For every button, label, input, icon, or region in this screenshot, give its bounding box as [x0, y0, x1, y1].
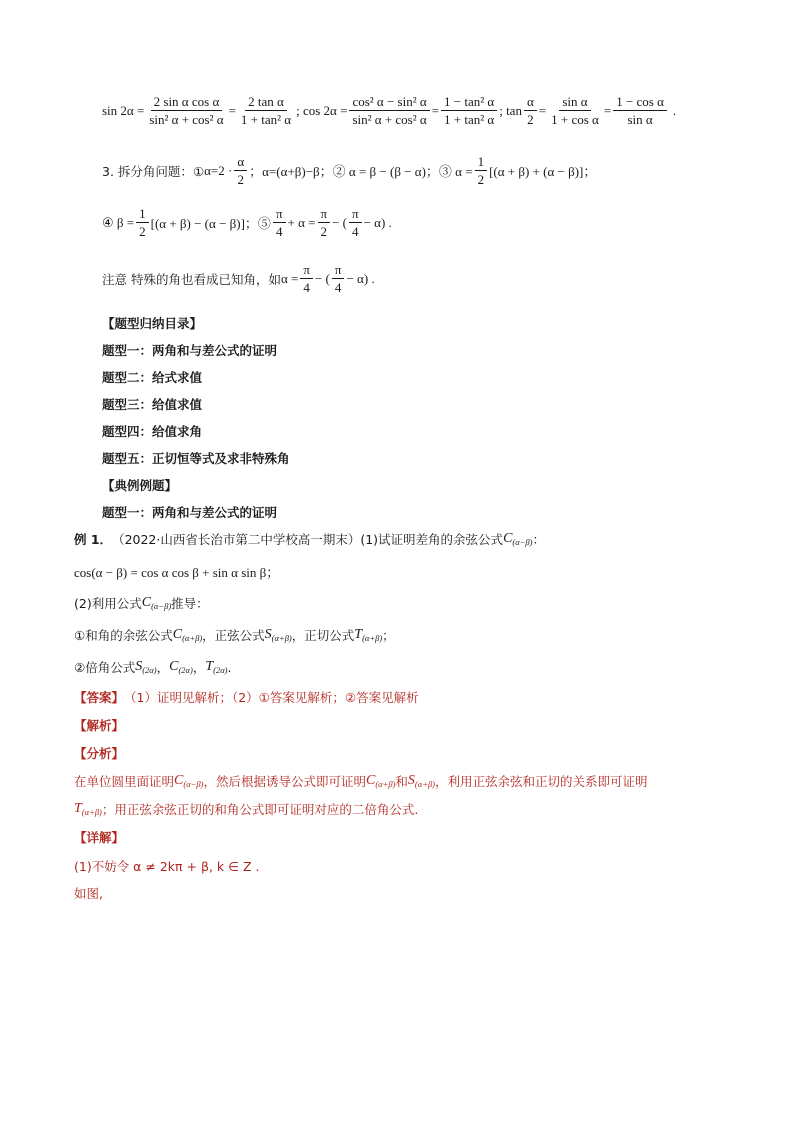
catalog-item: 题型四：给值求角 — [102, 424, 203, 439]
fraction: $\frac{\text{1 − tan² α}}{\text{1 + tan² α}}$ — [441, 94, 497, 127]
catalog-item: 题型五：正切恒等式及求非特殊角 — [102, 451, 290, 466]
fraction: $\frac{\text{2 sin α cos α}}{\text{sin² α + cos² α}}$ — [149, 94, 224, 127]
split-angle-line1: 3. 拆分角问题：① α=2 · $\frac{\alpha}{2}$ ；α=(α+β)−β；② α = β − (β − α)；③ α = $\frac{1}{2}$ [(α + β) + (α − β)]； — [102, 154, 597, 187]
fraction: $\frac{\text{sin α}}{\text{1 + cos α}}$ — [551, 94, 599, 127]
special-angle-note: 注意 特殊的角也看成已知角，如 α = $\frac{\pi}{4}$ − ( $\frac{\pi}{4}$ − α) . — [102, 262, 375, 295]
fraction: $\frac{\text{2 tan α}}{\text{1 + tan² α}}$ — [240, 94, 292, 127]
example1-formula: cos(α − β) = cos α cos β + sin α sin β； — [74, 565, 280, 580]
analysis-sub-label: 【分析】 — [74, 746, 125, 761]
fraction: $\frac{\alpha}{2}$ — [524, 94, 537, 127]
fraction: $\frac{\pi}{2}$ — [318, 206, 331, 239]
example1-part2: (2)利用公式 $C_{(\alpha-\beta)}$ 推导： — [74, 595, 209, 611]
catalog-item: 题型三：给值求值 — [102, 397, 203, 412]
fraction: $\frac{1}{2}$ — [136, 206, 149, 239]
section-heading: 题型一：两角和与差公式的证明 — [102, 505, 278, 520]
split-angle-line2: ④ β = $\frac{1}{2}$ [(α + β) − (α − β)]；⑤ $\frac{\pi}{4}$ + α = $\frac{\pi}{2}$ − ( $\frac{\pi}{4}$ − α) . — [102, 206, 392, 239]
analysis-line2: $T_{(\alpha+\beta)}$ ；用正弦余弦正切的和角公式即可证明对应的二倍角公式. — [74, 801, 419, 817]
fraction: $\frac{\alpha}{2}$ — [234, 154, 247, 187]
catalog-heading: 【题型归纳目录】 — [102, 316, 203, 331]
split-angle-label: 3. 拆分角问题：① — [102, 163, 205, 179]
example1-item2: ②倍角公式 $S_{(2\alpha)}$ ， $C_{(2\alpha)}$ ， $T_{(2\alpha)}$ . — [74, 659, 232, 675]
double-angle-formulas: sin 2α = $\frac{\text{2 sin α cos α}}{\text{sin² α + cos² α}}$ = $\frac{\text{2 tan α}}{\text{1 + tan² α}}$ ; cos 2α = $\frac{\text{cos² α − sin² α}}{\text{sin² α + cos² α}}$ = $\frac{\text{1 − tan² α}}{\text{1 + tan² α}}$ ; tan $\frac{\alpha}{2}$ = $\frac{\text{sin α}}{\text{1 + cos α}}$ = $\frac{\text{1 − cos α}}{\text{sin α}}$ . — [102, 94, 677, 127]
fraction: $\frac{\pi}{4}$ — [300, 262, 313, 295]
detail-line1: (1)不妨令 α ≠ 2kπ + β, k ∈ Z . — [74, 859, 260, 874]
answer-line: 【答案】 （1）证明见解析；（2）①答案见解析；②答案见解析 — [74, 690, 419, 705]
catalog-item: 题型一：两角和与差公式的证明 — [102, 343, 278, 358]
analysis-line1: 在单位圆里面证明 $C_{(\alpha-\beta)}$ ，然后根据诱导公式即可证明 $C_{(\alpha+\beta)}$ 和 $S_{(\alpha+\beta)}$ ，利用正弦余弦和正切的关系即可证明 — [74, 773, 648, 789]
example1-item1: ①和角的余弦公式 $C_{(\alpha+\beta)}$ ，正弦公式 $S_{(\alpha+\beta)}$ ，正切公式 $T_{(\alpha+\beta)}$ ； — [74, 627, 395, 643]
example1-header: 例 1． （2022·山西省长治市第二中学校高一期末）(1)试证明差角的余弦公式 $C_{(\alpha-\beta)}$ ： — [74, 531, 546, 547]
fraction: $\frac{\text{1 − cos α}}{\text{sin α}}$ — [613, 94, 667, 127]
fraction: $\frac{\text{cos² α − sin² α}}{\text{sin² α + cos² α}}$ — [349, 94, 429, 127]
detail-line2: 如图, — [74, 886, 103, 901]
example-label: 例 1． — [74, 532, 113, 547]
answer-label: 【答案】 — [74, 690, 125, 705]
fraction: $\frac{1}{2}$ — [475, 154, 488, 187]
detail-label: 【详解】 — [74, 830, 125, 845]
analysis-label: 【解析】 — [74, 718, 125, 733]
fraction: $\frac{\pi}{4}$ — [332, 262, 345, 295]
examples-heading: 【典例例题】 — [102, 478, 178, 493]
sin2a-lhs: sin 2α = — [102, 102, 145, 118]
cos2a-lhs: ; cos 2α = — [296, 102, 348, 118]
tan-lhs: ; tan — [499, 102, 522, 118]
catalog-item: 题型二：给式求值 — [102, 370, 203, 385]
fraction: $\frac{\pi}{4}$ — [349, 206, 362, 239]
fraction: $\frac{\pi}{4}$ — [273, 206, 286, 239]
